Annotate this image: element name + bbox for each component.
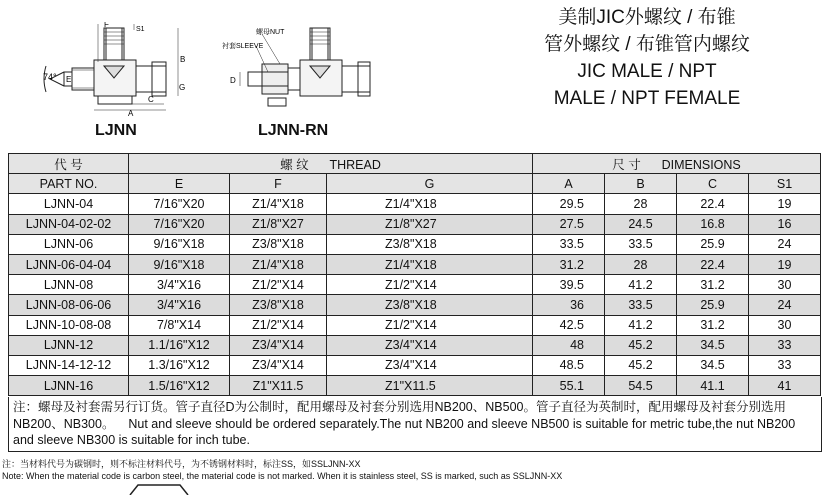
cell-part: LJNN-08 [9,275,129,295]
cell-f: Z3/8"X18 [230,295,327,315]
ljnn-drawing [38,22,198,117]
cell-c: 41.1 [677,376,749,396]
col-g-header: G [327,174,533,194]
cell-g: Z1/4"X18 [327,254,533,274]
cell-a: 29.5 [533,194,605,214]
cell-a: 39.5 [533,275,605,295]
cell-part: LJNN-06-04-04 [9,254,129,274]
cell-f: Z3/8"X18 [230,234,327,254]
footer-note-en: Note: When the material code is carbon steel, the material code is not marked. When it is stainless steel, SS is marked, such as SSLJNN-XX [2,471,563,481]
cell-part: LJNN-14-12-12 [9,355,129,375]
cell-g: Z3/4"X14 [327,355,533,375]
col-b-header: B [605,174,677,194]
cell-f: Z1/4"X18 [230,194,327,214]
cell-s1: 30 [749,315,821,335]
cell-f: Z1/4"X18 [230,254,327,274]
cell-part: LJNN-16 [9,376,129,396]
cell-s1: 24 [749,295,821,315]
table-row [9,376,821,396]
col-s1-header: S1 [749,174,821,194]
cell-c: 22.4 [677,194,749,214]
cell-c: 31.2 [677,275,749,295]
cell-g: Z1/8"X27 [327,214,533,234]
cell-a: 36 [533,295,605,315]
title-line-1: 美制JIC外螺纹 / 布锥 [558,7,736,28]
cell-e: 1.5/16"X12 [129,376,230,396]
cell-c: 34.5 [677,335,749,355]
cell-g: Z1/2"X14 [327,315,533,335]
cell-g: Z3/8"X18 [327,234,533,254]
thread-header [129,154,533,174]
note-cn: 注：螺母及衬套需另行订货。管子直径D为公制时，配用螺母及衬套分别选用NB200、NB500。管子直径为英制时，配用螺母及衬套分别选用NB200、NB300。 [13,400,786,431]
cell-e: 1.3/16"X12 [129,355,230,375]
cell-b: 45.2 [605,355,677,375]
cell-s1: 19 [749,194,821,214]
spec-table [8,153,821,396]
table-row [9,335,821,355]
cell-b: 28 [605,254,677,274]
table-row [9,295,821,315]
c-label: C [148,95,154,104]
cell-f: Z1/2"X14 [230,315,327,335]
cell-f: Z1/8"X27 [230,214,327,234]
a-label: A [128,109,134,117]
ljnn-model-label: LJNN [95,122,137,139]
thread-header-en: THREAD [329,157,381,172]
cell-a: 31.2 [533,254,605,274]
b-label: B [180,55,186,64]
cell-part: LJNN-06 [9,234,129,254]
nut-label: 螺母NUT [256,29,285,36]
cell-c: 25.9 [677,295,749,315]
dim-header-cn: 尺 寸 [612,157,641,172]
table-header-row-2 [9,174,821,194]
cell-part: LJNN-10-08-08 [9,315,129,335]
cell-part: LJNN-04 [9,194,129,214]
cell-e: 3/4"X16 [129,295,230,315]
footer-note-cn: 注：当材料代号为碳钢时，则不标注材料代号，为不锈钢材料时，标注SS，如SSLJNN-XX [2,459,361,469]
cell-b: 54.5 [605,376,677,396]
cell-e: 7/16"X20 [129,214,230,234]
cell-s1: 16 [749,214,821,234]
cell-e: 9/16"X18 [129,254,230,274]
sleeve-label: 衬套SLEEVE [222,43,264,50]
cell-c: 22.4 [677,254,749,274]
cell-g: Z1"X11.5 [327,376,533,396]
cell-c: 31.2 [677,315,749,335]
title-line-3: JIC MALE / NPT [577,61,717,82]
cell-g: Z1/2"X14 [327,275,533,295]
cell-part: LJNN-08-06-06 [9,295,129,315]
cell-c: 34.5 [677,355,749,375]
bottom-fragment-shape [120,483,200,495]
cell-a: 55.1 [533,376,605,396]
cell-e: 3/4"X16 [129,275,230,295]
cell-s1: 19 [749,254,821,274]
table-row [9,194,821,214]
cell-f: Z3/4"X14 [230,355,327,375]
note-en: Nut and sleeve should be ordered separately.The nut NB200 and sleeve NB500 is suitable for metric tube,the nut NB200 and sleeve NB300 is suitable for inch tube. [13,416,796,447]
cell-b: 45.2 [605,335,677,355]
cell-b: 41.2 [605,275,677,295]
e-label: E [66,75,72,84]
cell-s1: 33 [749,355,821,375]
cell-b: 41.2 [605,315,677,335]
cell-s1: 41 [749,376,821,396]
d-label: D [230,76,236,85]
thread-header-cn: 螺 纹 [280,157,309,172]
order-note [8,397,822,452]
cell-f: Z3/4"X14 [230,335,327,355]
cell-s1: 30 [749,275,821,295]
cell-a: 42.5 [533,315,605,335]
table-row [9,214,821,234]
cell-part: LJNN-04-02-02 [9,214,129,234]
cell-g: Z3/4"X14 [327,335,533,355]
angle-label: 74° [43,72,57,82]
col-a-header: A [533,174,605,194]
part-header-cn: 代 号 [9,154,129,174]
cell-a: 27.5 [533,214,605,234]
col-c-header: C [677,174,749,194]
dim-header-en: DIMENSIONS [661,157,741,172]
cell-g: Z1/4"X18 [327,194,533,214]
ljnn-rn-drawing [222,22,382,117]
table-row [9,315,821,335]
table-row [9,234,821,254]
cell-b: 24.5 [605,214,677,234]
cell-f: Z1/2"X14 [230,275,327,295]
part-header-en: PART NO. [9,174,129,194]
cell-g: Z3/8"X18 [327,295,533,315]
table-header-row-1 [9,154,821,174]
cell-e: 7/16"X20 [129,194,230,214]
col-f-header: F [230,174,327,194]
cell-s1: 24 [749,234,821,254]
cell-a: 48.5 [533,355,605,375]
ljnn-rn-model-label: LJNN-RN [258,122,329,139]
table-row [9,355,821,375]
cell-f: Z1"X11.5 [230,376,327,396]
s1-label: S1 [136,26,145,33]
cell-b: 28 [605,194,677,214]
title-line-4: MALE / NPT FEMALE [553,88,741,109]
cell-s1: 33 [749,335,821,355]
cell-b: 33.5 [605,295,677,315]
cell-c: 16.8 [677,214,749,234]
col-e-header: E [129,174,230,194]
cell-c: 25.9 [677,234,749,254]
table-row [9,254,821,274]
cell-e: 7/8"X14 [129,315,230,335]
cell-a: 48 [533,335,605,355]
table-row [9,275,821,295]
cell-a: 33.5 [533,234,605,254]
cell-b: 33.5 [605,234,677,254]
cell-part: LJNN-12 [9,335,129,355]
dim-header [533,154,821,174]
title-line-2: 管外螺纹 / 布锥管内螺纹 [544,34,750,55]
f-label: F [104,22,109,29]
g-label: G [179,83,186,92]
cell-e: 1.1/16"X12 [129,335,230,355]
cell-e: 9/16"X18 [129,234,230,254]
